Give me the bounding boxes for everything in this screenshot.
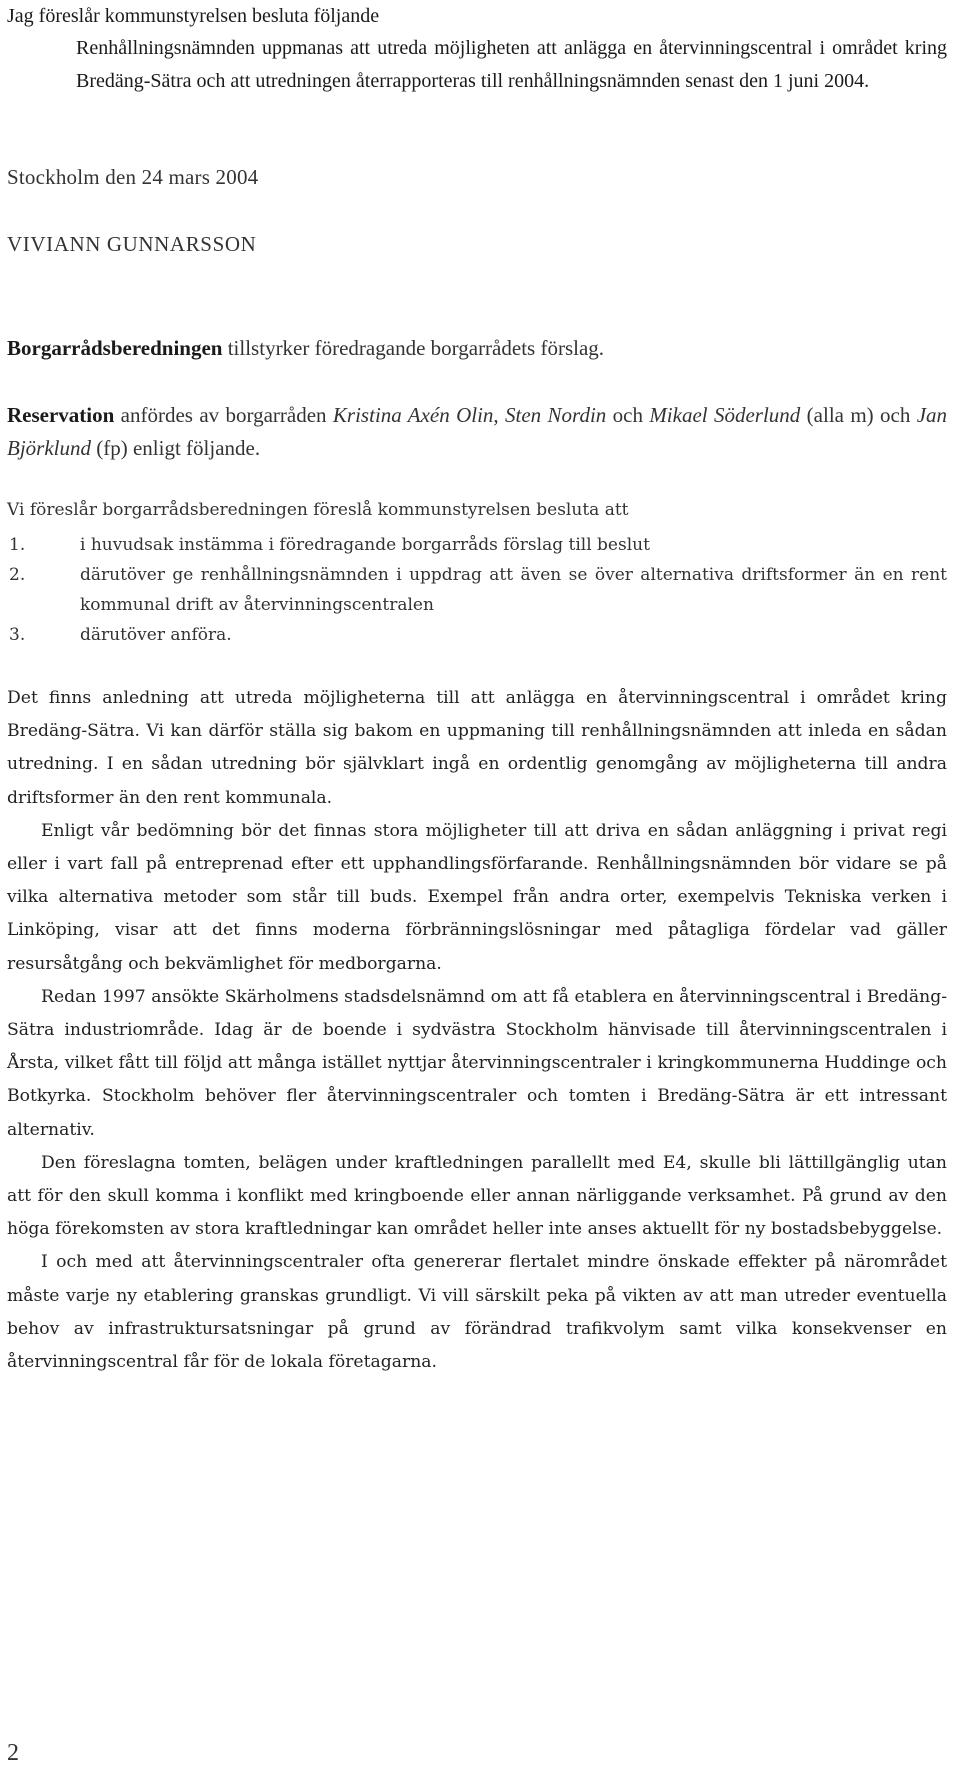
- list-item: [7, 560, 947, 620]
- paragraph: I och med att återvinningscentraler ofta genererar flertalet mindre önskade effekter på närområdet måste varje ny etablering granskas grundligt. Vi vill särskilt peka på vikten av att man utreder eventuella behov av infrastruktursatsningar på grund av förändrad trafikvolym samt vilka konsekvenser en återvinningscentral får för de lokala företagarna.: [7, 1252, 947, 1373]
- paragraph: Enligt vår bedömning bör det finnas stora möjligheter till att driva en sådan anläggning i privat regi eller i vart fall på entreprenad efter ett upphandlingsförfarande. Renhållningsnämnden bör vidare se på vilka alternativa metoder som står till buds. Exempel från andra orter, exempelvis Tekniska verken i Linköping, visar att det finns moderna förbränningslösningar med påtagliga fördelar vad gäller resursåtgång och bekvämlighet för medborgarna.: [7, 820, 947, 974]
- beredning-rest: tillstyrker föredragande borgarrådets förslag.: [222, 336, 605, 360]
- beredning-statement: [7, 336, 604, 361]
- list-item-text: därutöver ge renhållningsnämnden i uppdrag att även se över alternativa driftsformer än en rent kommunal drift av återvinningscentralen: [80, 565, 947, 615]
- list-item-number: 1.: [9, 535, 26, 555]
- body-text: [7, 682, 947, 1379]
- reservation-bold: Reservation: [7, 403, 115, 427]
- reservation-text: (alla m) och: [800, 403, 917, 427]
- list-item-number: 2.: [9, 565, 26, 585]
- place-date: Stockholm den 24 mars 2004: [7, 165, 259, 189]
- reservation-text: (fp) enligt följande.: [91, 436, 261, 460]
- proposal-text: Renhållningsnämnden uppmanas att utreda möjligheten att anlägga en återvinningscentral i området kring Bredäng-Sätra och att utredningen återrapporteras till renhållningsnämnden senast den 1 juni 2004.: [76, 37, 947, 92]
- list-item-text: därutöver anföra.: [80, 625, 232, 645]
- list-item-number: 3.: [9, 625, 26, 645]
- page-number: 2: [7, 1740, 19, 1766]
- reservant-name: Mikael Söderlund: [649, 403, 801, 427]
- signatory-name: VIVIANN GUNNARSSON: [7, 232, 257, 256]
- list-item-text: i huvudsak instämma i föredragande borgarråds förslag till beslut: [80, 535, 650, 555]
- reservant-name: Kristina Axén Olin: [332, 403, 494, 427]
- list-item: [7, 530, 947, 560]
- intro-heading: Jag föreslår kommunstyrelsen besluta följande: [7, 5, 380, 27]
- reservation-statement: [7, 399, 947, 465]
- reservation-text: och: [606, 403, 650, 427]
- numbered-list: [7, 530, 947, 650]
- reservation-text: anfördes av borgarråden: [114, 403, 333, 427]
- proposal-intro: Vi föreslår borgarrådsberedningen föreslå kommunstyrelsen besluta att: [7, 500, 629, 520]
- reservation-text: ,: [493, 403, 506, 427]
- reservant-name: Sten Nordin: [505, 403, 607, 427]
- paragraph: Redan 1997 ansökte Skärholmens stadsdelsnämnd om att få etablera en återvinningscentral i Bredäng-Sätra industriområde. Idag är de boende i sydvästra Stockholm hänvisade till återvinningscentralen i Årsta, vilket fått till följd att många istället nyttjar återvinningscentraler i kringkommunerna Huddinge och Botkyrka. Stockholm behöver fler återvinningscentraler och tomten i Bredäng-Sätra är ett intressant alternativ.: [7, 986, 947, 1140]
- beredning-bold: Borgarrådsberedningen: [7, 336, 223, 360]
- reservant-name: Jan Björklund: [7, 403, 948, 460]
- list-item: [7, 620, 947, 650]
- paragraph: Den föreslagna tomten, belägen under kraftledningen parallellt med E4, skulle bli lättillgänglig utan att för den skull komma i konflikt med kringboende eller annan närliggande verksamhet. På grund av den höga förekomsten av stora kraftledningar kan området heller inte anses aktuellt för ny bostadsbebyggelse.: [7, 1152, 947, 1240]
- paragraph: Det finns anledning att utreda möjligheterna till att anlägga en återvinningscentral i området kring Bredäng-Sätra. Vi kan därför ställa sig bakom en uppmaning till renhållningsnämnden att inleda en sådan utredning. I en sådan utredning bör självklart ingå en ordentlig genomgång av möjligheterna till andra driftsformer än den rent kommunala.: [7, 688, 947, 808]
